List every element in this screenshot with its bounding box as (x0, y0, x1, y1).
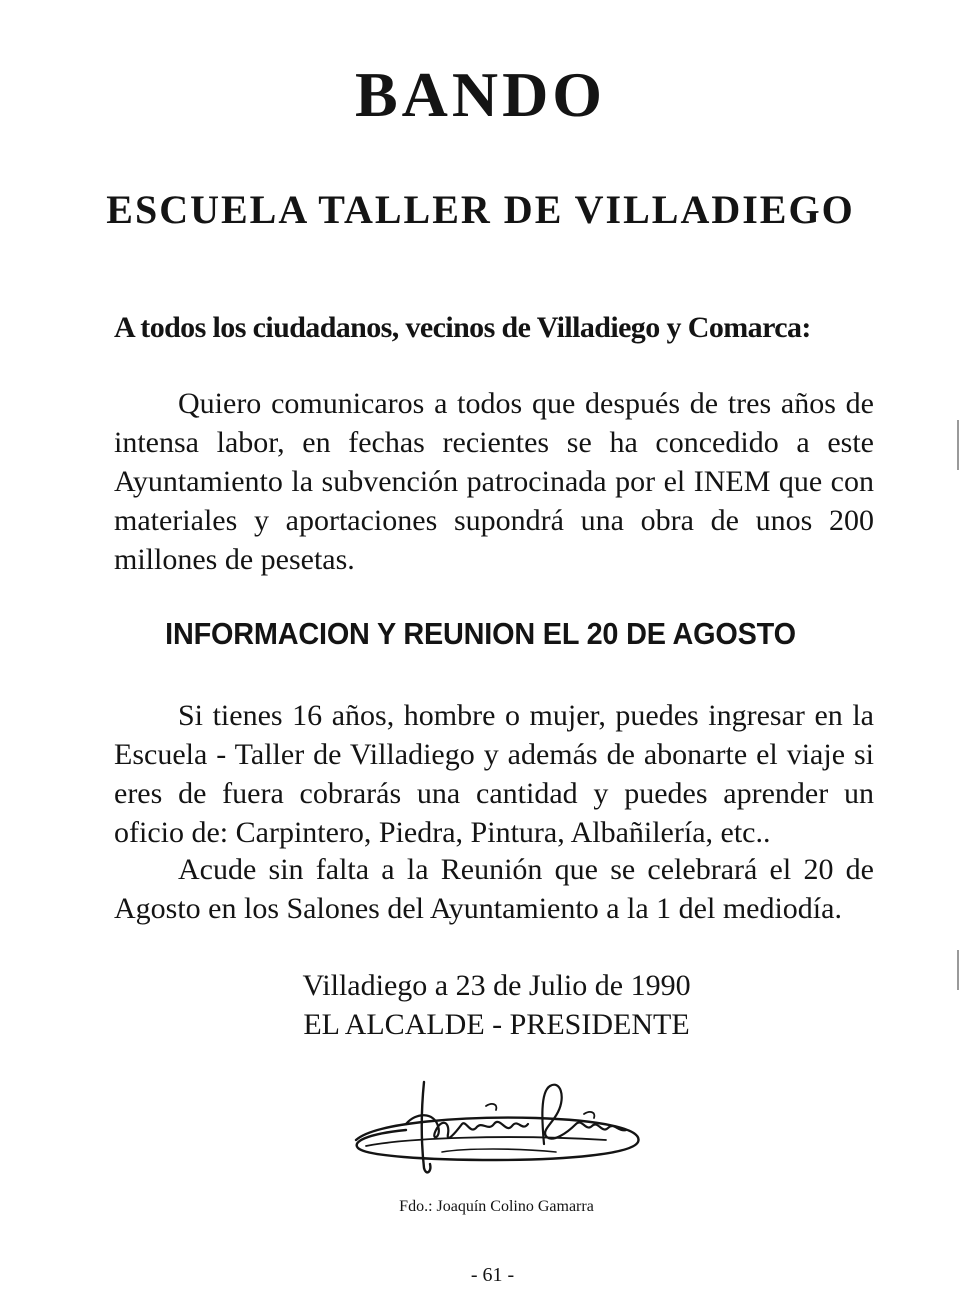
section-heading: INFORMACION Y REUNION EL 20 DE AGOSTO (165, 616, 796, 651)
document-title: BANDO (354, 59, 607, 130)
signatory-title: EL ALCALDE - PRESIDENTE (303, 1008, 690, 1041)
scan-edge-mark (957, 950, 959, 990)
document-subtitle: ESCUELA TALLER DE VILLADIEGO (106, 187, 855, 232)
paragraph-meeting (114, 850, 874, 928)
handwritten-signature (346, 1072, 646, 1182)
place-date: Villadiego a 23 de Julio de 1990 (302, 969, 691, 1002)
greeting-line: A todos los ciudadanos, vecinos de Villadiego y Comarca: (114, 311, 811, 344)
scan-edge-mark (957, 420, 959, 470)
signed-by-line: Fdo.: Joaquín Colino Gamarra (399, 1198, 594, 1215)
paragraph-eligibility (114, 696, 874, 852)
paragraph-announcement (114, 384, 874, 579)
page-number: - 61 - (470, 1264, 515, 1286)
paragraph-meeting-text: Acude sin falta a la Reunión que se celebrará el 20 de Agosto en los Salones del Ayuntamiento a la 1 del mediodía. (114, 853, 874, 925)
closing-block (0, 966, 961, 1044)
paragraph-announcement-text: Quiero comunicaros a todos que después de tres años de intensa labor, en fechas recientes se ha concedido a este Ayuntamiento la subvención patrocinada por el INEM que con materiales y aportaciones supondrá una obra de unos 200 millones de pesetas. (114, 387, 874, 576)
paragraph-eligibility-text: Si tienes 16 años, hombre o mujer, puedes ingresar en la Escuela - Taller de Villadiego y además de abonarte el viaje si eres de fuera cobrarás una cantidad y puedes aprender un oficio de: Carpintero, Piedra, Pintura, Albañilería, etc.. (114, 699, 874, 849)
